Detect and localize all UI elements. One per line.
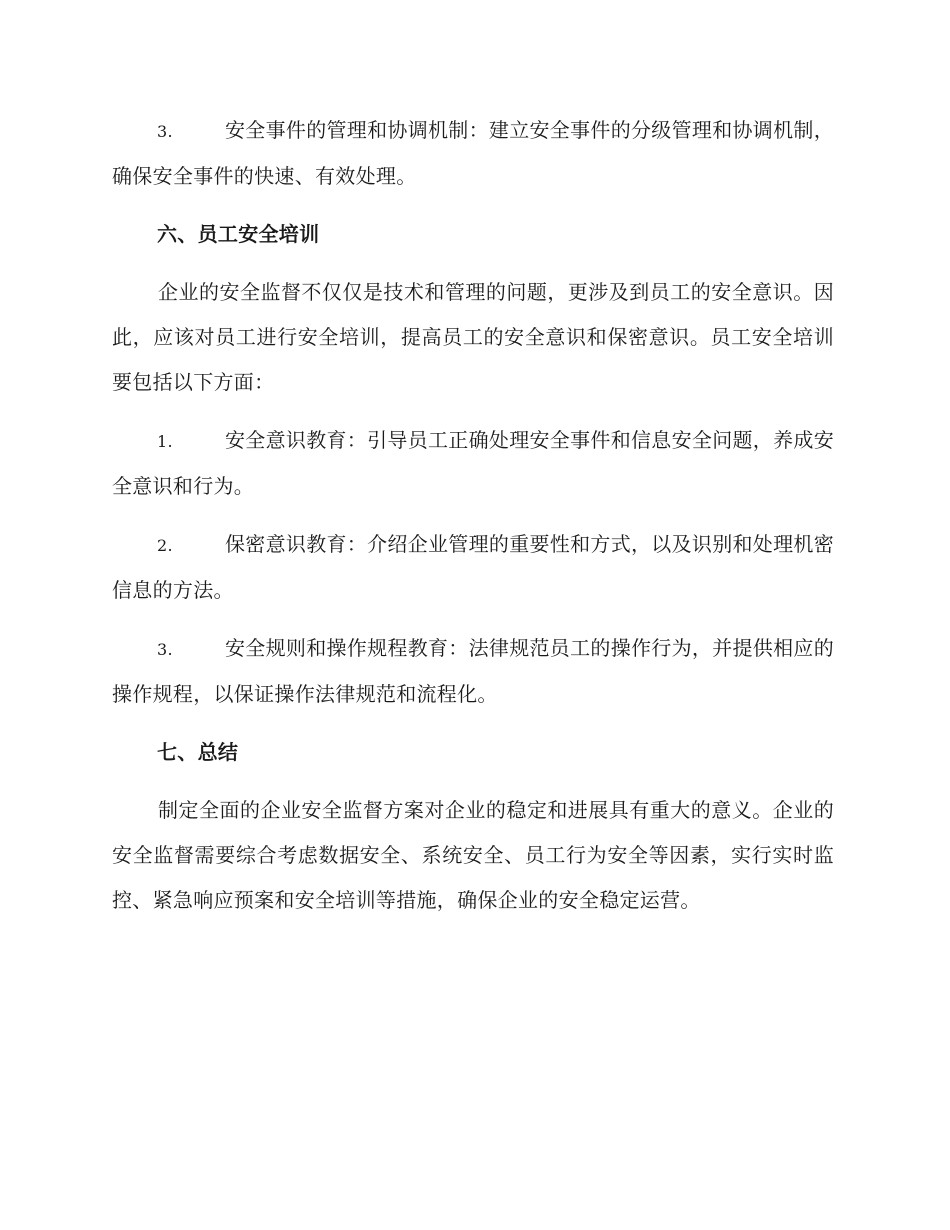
list-item-text: 安全意识教育：引导员工正确处理安全事件和信息安全问题，养成安全意识和行为。 (112, 428, 834, 498)
list-number: 1. (157, 432, 173, 451)
list-item-confidentiality (112, 522, 834, 613)
section-heading-summary: 七、总结 (157, 740, 239, 764)
list-item-text: 保密意识教育：介绍企业管理的重要性和方式，以及识别和处理机密信息的方法。 (112, 532, 834, 602)
list-number: 2. (157, 536, 173, 555)
list-item-event-management (112, 108, 834, 199)
list-item-text: 安全事件的管理和协调机制：建立安全事件的分级管理和协调机制，确保安全事件的快速、有效处理。 (112, 118, 834, 188)
list-item-text: 安全规则和操作规程教育：法律规范员工的操作行为，并提供相应的操作规程，以保证操作法律规范和流程化。 (112, 636, 834, 706)
list-number: 3. (157, 122, 173, 141)
section-heading-staff-training: 六、员工安全培训 (157, 222, 320, 246)
list-item-rules-procedures (112, 626, 834, 717)
list-item-security-awareness (112, 418, 834, 509)
list-number: 3. (157, 640, 173, 659)
paragraph-training-intro: 企业的安全监督不仅仅是技术和管理的问题，更涉及到员工的安全意识。因此，应该对员工进行安全培训，提高员工的安全意识和保密意识。员工安全培训要包括以下方面： (112, 280, 834, 394)
document-page (112, 108, 834, 936)
paragraph-summary: 制定全面的企业安全监督方案对企业的稳定和进展具有重大的意义。企业的安全监督需要综合考虑数据安全、系统安全、员工行为安全等因素，实行实时监控、紧急响应预案和安全培训等措施，确保企业的安全稳定运营。 (112, 798, 834, 912)
